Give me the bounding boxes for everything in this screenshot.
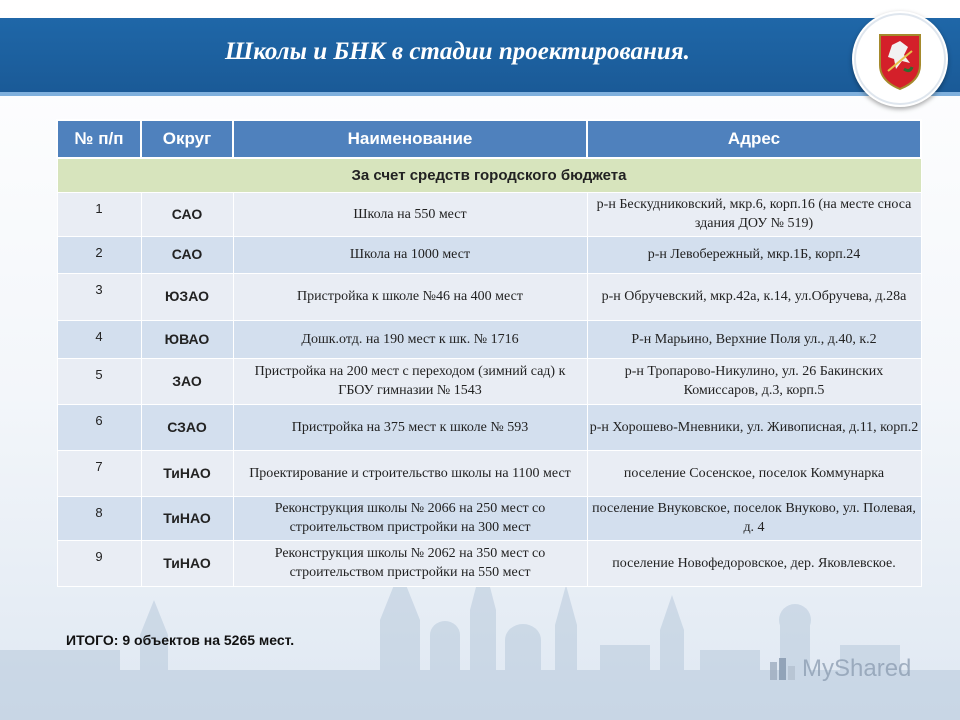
row-address: поселение Внуковское, поселок Внуково, ул. Полевая, д. 4 (587, 496, 921, 540)
emblem-container (852, 11, 948, 107)
row-number: 6 (57, 404, 141, 450)
table-row (57, 358, 921, 404)
table-row (57, 236, 921, 273)
row-name: Школа на 550 мест (233, 192, 587, 236)
row-address: поселение Сосенское, поселок Коммунарка (587, 450, 921, 496)
row-okrug: СЗАО (141, 404, 233, 450)
row-number: 4 (57, 320, 141, 358)
row-okrug: ТиНАО (141, 450, 233, 496)
row-name: Пристройка на 375 мест к школе № 593 (233, 404, 587, 450)
watermark-text: MyShared (802, 655, 912, 682)
total-summary: ИТОГО: 9 объектов на 5265 мест. (66, 632, 295, 648)
row-address: Р-н Марьино, Верхние Поля ул., д.40, к.2 (587, 320, 921, 358)
column-header-okrug: Округ (141, 120, 233, 158)
table-row (57, 192, 921, 236)
row-number: 8 (57, 496, 141, 540)
row-okrug: САО (141, 192, 233, 236)
row-okrug: ЮЗАО (141, 273, 233, 320)
row-okrug: ТиНАО (141, 496, 233, 540)
row-okrug: ЮВАО (141, 320, 233, 358)
row-name: Дошк.отд. на 190 мест к шк. № 1716 (233, 320, 587, 358)
column-header-number: № п/п (57, 120, 141, 158)
watermark (768, 655, 911, 684)
row-address: р-н Обручевский, мкр.42а, к.14, ул.Обручева, д.28а (587, 273, 921, 320)
row-okrug: ЗАО (141, 358, 233, 404)
row-address: р-н Левобережный, мкр.1Б, корп.24 (587, 236, 921, 273)
row-name: Проектирование и строительство школы на 1100 мест (233, 450, 587, 496)
section-label: За счет средств городского бюджета (57, 158, 921, 192)
row-number: 1 (57, 192, 141, 236)
row-name: Реконструкция школы № 2062 на 350 мест со строительством пристройки на 550 мест (233, 540, 587, 586)
row-number: 9 (57, 540, 141, 586)
moscow-coat-of-arms-icon (852, 11, 948, 107)
table-header-row (57, 120, 921, 158)
table-row (57, 540, 921, 586)
column-header-name: Наименование (233, 120, 587, 158)
row-okrug: САО (141, 236, 233, 273)
column-header-address: Адрес (587, 120, 921, 158)
row-address: р-н Хорошево-Мневники, ул. Живописная, д.11, корп.2 (587, 404, 921, 450)
row-name: Школа на 1000 мест (233, 236, 587, 273)
row-number: 3 (57, 273, 141, 320)
table-row (57, 273, 921, 320)
row-address: р-н Тропарово-Никулино, ул. 26 Бакинских Комиссаров, д.3, корп.5 (587, 358, 921, 404)
schools-table (56, 119, 922, 587)
row-name: Пристройка на 200 мест с переходом (зимний сад) к ГБОУ гимназии № 1543 (233, 358, 587, 404)
row-address: поселение Новофедоровское, дер. Яковлевское. (587, 540, 921, 586)
row-number: 5 (57, 358, 141, 404)
table-row (57, 404, 921, 450)
row-name: Реконструкция школы № 2066 на 250 мест со строительством пристройки на 300 мест (233, 496, 587, 540)
myshared-logo-icon (768, 656, 798, 684)
table-row (57, 496, 921, 540)
table-row (57, 450, 921, 496)
row-number: 2 (57, 236, 141, 273)
row-address: р-н Бескудниковский, мкр.6, корп.16 (на месте сноса здания ДОУ № 519) (587, 192, 921, 236)
row-name: Пристройка к школе №46 на 400 мест (233, 273, 587, 320)
row-number: 7 (57, 450, 141, 496)
slide-title: Школы и БНК в стадии проектирования. (225, 38, 690, 65)
section-row (57, 158, 921, 192)
row-okrug: ТиНАО (141, 540, 233, 586)
table-row (57, 320, 921, 358)
